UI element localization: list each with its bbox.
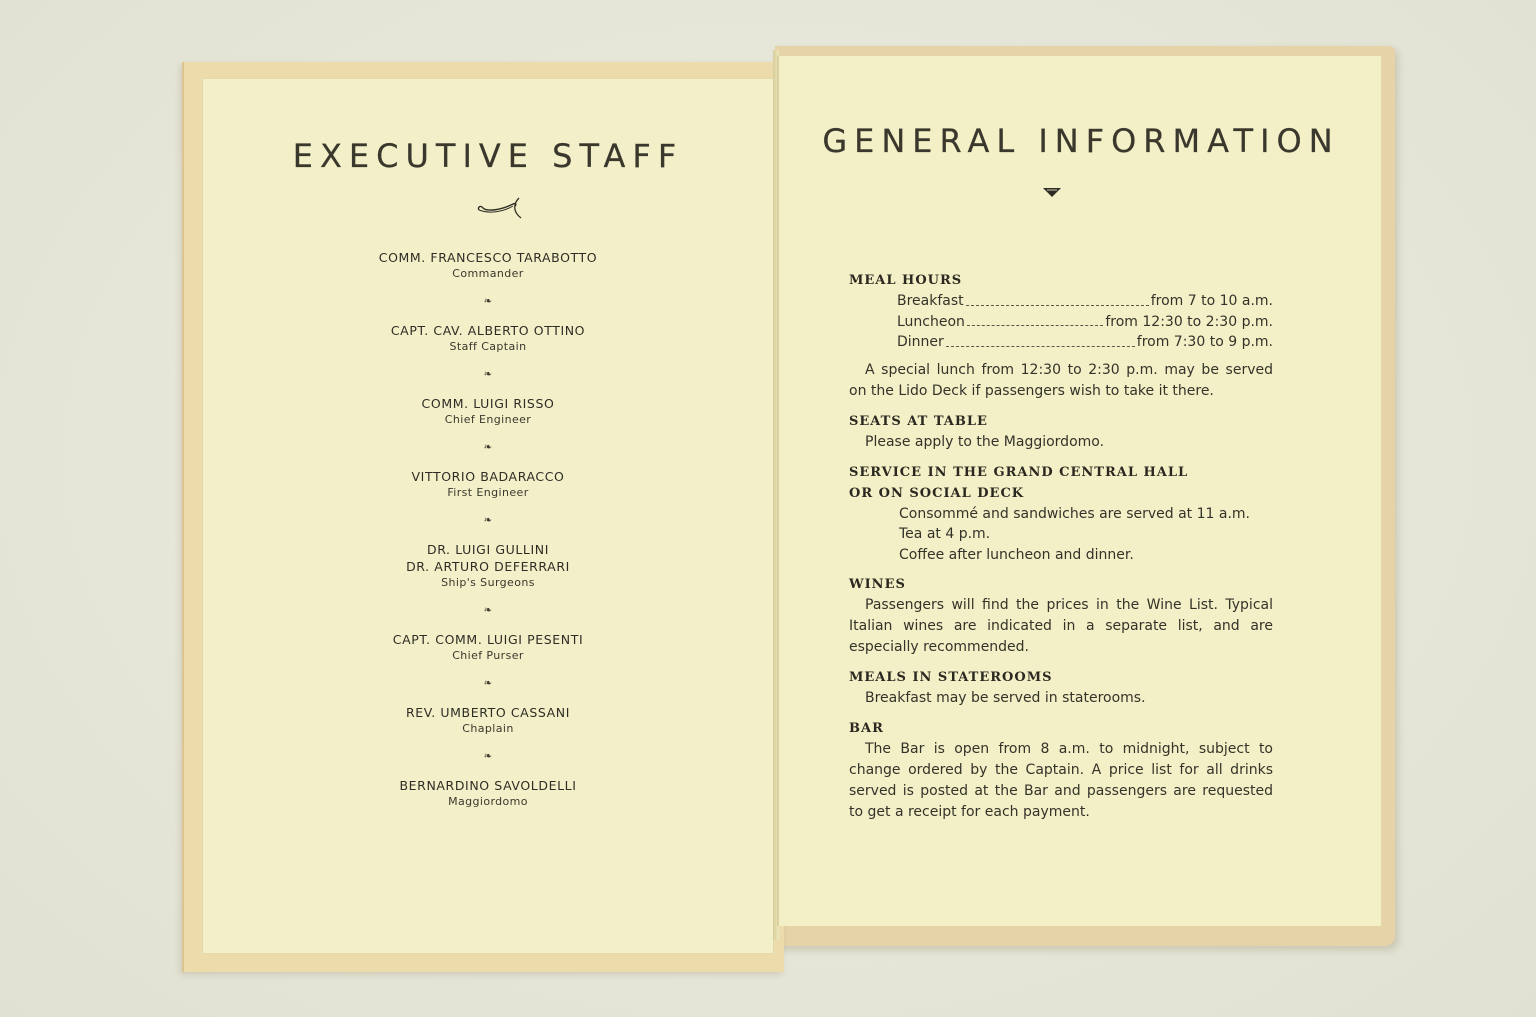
- wines-text: Passengers will find the prices in the Wine List. Typical Italian wines are indicated in a separate list, and are especially recommended.: [849, 597, 1273, 655]
- meal-time: from 7:30 to 9 p.m.: [1136, 334, 1273, 350]
- meal-name: Dinner: [897, 334, 944, 350]
- meal-row-breakfast: [849, 291, 1273, 312]
- staff-entry-chief-engineer: [203, 395, 773, 428]
- heading-bar: BAR: [849, 721, 884, 736]
- staff-role: Chaplain: [462, 722, 514, 735]
- dotted-leader: [967, 312, 1103, 327]
- meals-staterooms-text: Breakfast may be served in staterooms.: [865, 690, 1146, 706]
- seats-text: Please apply to the Maggiordomo.: [865, 433, 1105, 450]
- flourish-icon: [475, 194, 527, 220]
- special-lunch-note: A special lunch from 12:30 to 2:30 p.m. may be served on the Lido Deck if passengers wish to take it there.: [849, 361, 1273, 399]
- heading-service-line2: OR ON SOCIAL DECK: [849, 485, 1025, 501]
- staff-name: DR. ARTURO DEFERRARI: [406, 559, 570, 574]
- meal-time: from 7 to 10 a.m.: [1150, 293, 1273, 309]
- general-info-body: [849, 270, 1273, 823]
- heading-seats-at-table: SEATS AT TABLE: [849, 413, 988, 429]
- meal-time: from 12:30 to 2:30 p.m.: [1105, 313, 1273, 330]
- staff-entry-staff-captain: [203, 322, 773, 355]
- staff-name: VITTORIO BADARACCO: [411, 469, 565, 484]
- meal-row-luncheon: [849, 312, 1273, 333]
- staff-role: Ship's Surgeons: [441, 576, 535, 589]
- separator-leaf-icon: ❧: [483, 296, 493, 307]
- page-title-executive-staff: EXECUTIVE STAFF: [292, 137, 684, 175]
- staff-entry-commander: [203, 249, 773, 282]
- page-title-general-information: GENERAL INFORMATION: [822, 122, 1340, 160]
- heading-wines: WINES: [849, 577, 906, 592]
- meal-name: Luncheon: [897, 313, 965, 330]
- staff-name: CAPT. COMM. LUIGI PESENTI: [392, 632, 584, 647]
- service-line: Coffee after luncheon and dinner.: [899, 546, 1134, 563]
- bar-text: The Bar is open from 8 a.m. to midnight, subject to change ordered by the Captain. A price list for all drinks served is posted at the Bar and passengers are requested to get a receipt for each payment.: [849, 741, 1273, 820]
- staff-entry-chief-purser: [203, 631, 773, 664]
- staff-entry-chaplain: [203, 704, 773, 737]
- staff-entry-first-engineer: [203, 468, 773, 501]
- staff-role: Staff Captain: [449, 340, 527, 353]
- service-line: Consommé and sandwiches are served at 11 a.m.: [899, 505, 1250, 522]
- page-general-information: [777, 56, 1381, 926]
- staff-role: Chief Engineer: [444, 413, 532, 426]
- dotted-leader: [966, 291, 1149, 306]
- heading-service-line1: SERVICE IN THE GRAND CENTRAL HALL: [849, 464, 1189, 480]
- staff-name: COMM. LUIGI RISSO: [421, 396, 555, 411]
- staff-name: COMM. FRANCESCO TARABOTTO: [378, 250, 598, 265]
- staff-list: [203, 249, 773, 810]
- separator-leaf-icon: ❧: [483, 751, 493, 762]
- separator-leaf-icon: ❧: [483, 515, 493, 526]
- staff-role: First Engineer: [447, 486, 529, 499]
- staff-entry-surgeons: [203, 541, 773, 591]
- staff-role: Maggiordomo: [448, 795, 528, 808]
- page-executive-staff: [202, 78, 774, 954]
- staff-name: REV. UMBERTO CASSANI: [405, 705, 571, 720]
- triangle-icon: [1043, 188, 1061, 198]
- staff-name: DR. LUIGI GULLINI: [426, 542, 550, 557]
- service-line: Tea at 4 p.m.: [899, 526, 991, 542]
- staff-role: Commander: [452, 267, 524, 280]
- heading-meal-hours: MEAL HOURS: [849, 273, 963, 288]
- dotted-leader: [946, 332, 1135, 347]
- staff-name: BERNARDINO SAVOLDELLI: [399, 778, 577, 793]
- separator-leaf-icon: ❧: [483, 369, 493, 380]
- separator-leaf-icon: ❧: [483, 605, 493, 616]
- meal-row-dinner: [849, 332, 1273, 353]
- separator-leaf-icon: ❧: [483, 442, 493, 453]
- separator-leaf-icon: ❧: [483, 678, 493, 689]
- staff-role: Chief Purser: [452, 649, 524, 662]
- staff-name: CAPT. CAV. ALBERTO OTTINO: [390, 323, 586, 338]
- staff-entry-maggiordomo: [203, 777, 773, 810]
- meal-name: Breakfast: [897, 293, 964, 309]
- heading-meals-in-staterooms: MEALS IN STATEROOMS: [849, 670, 1053, 685]
